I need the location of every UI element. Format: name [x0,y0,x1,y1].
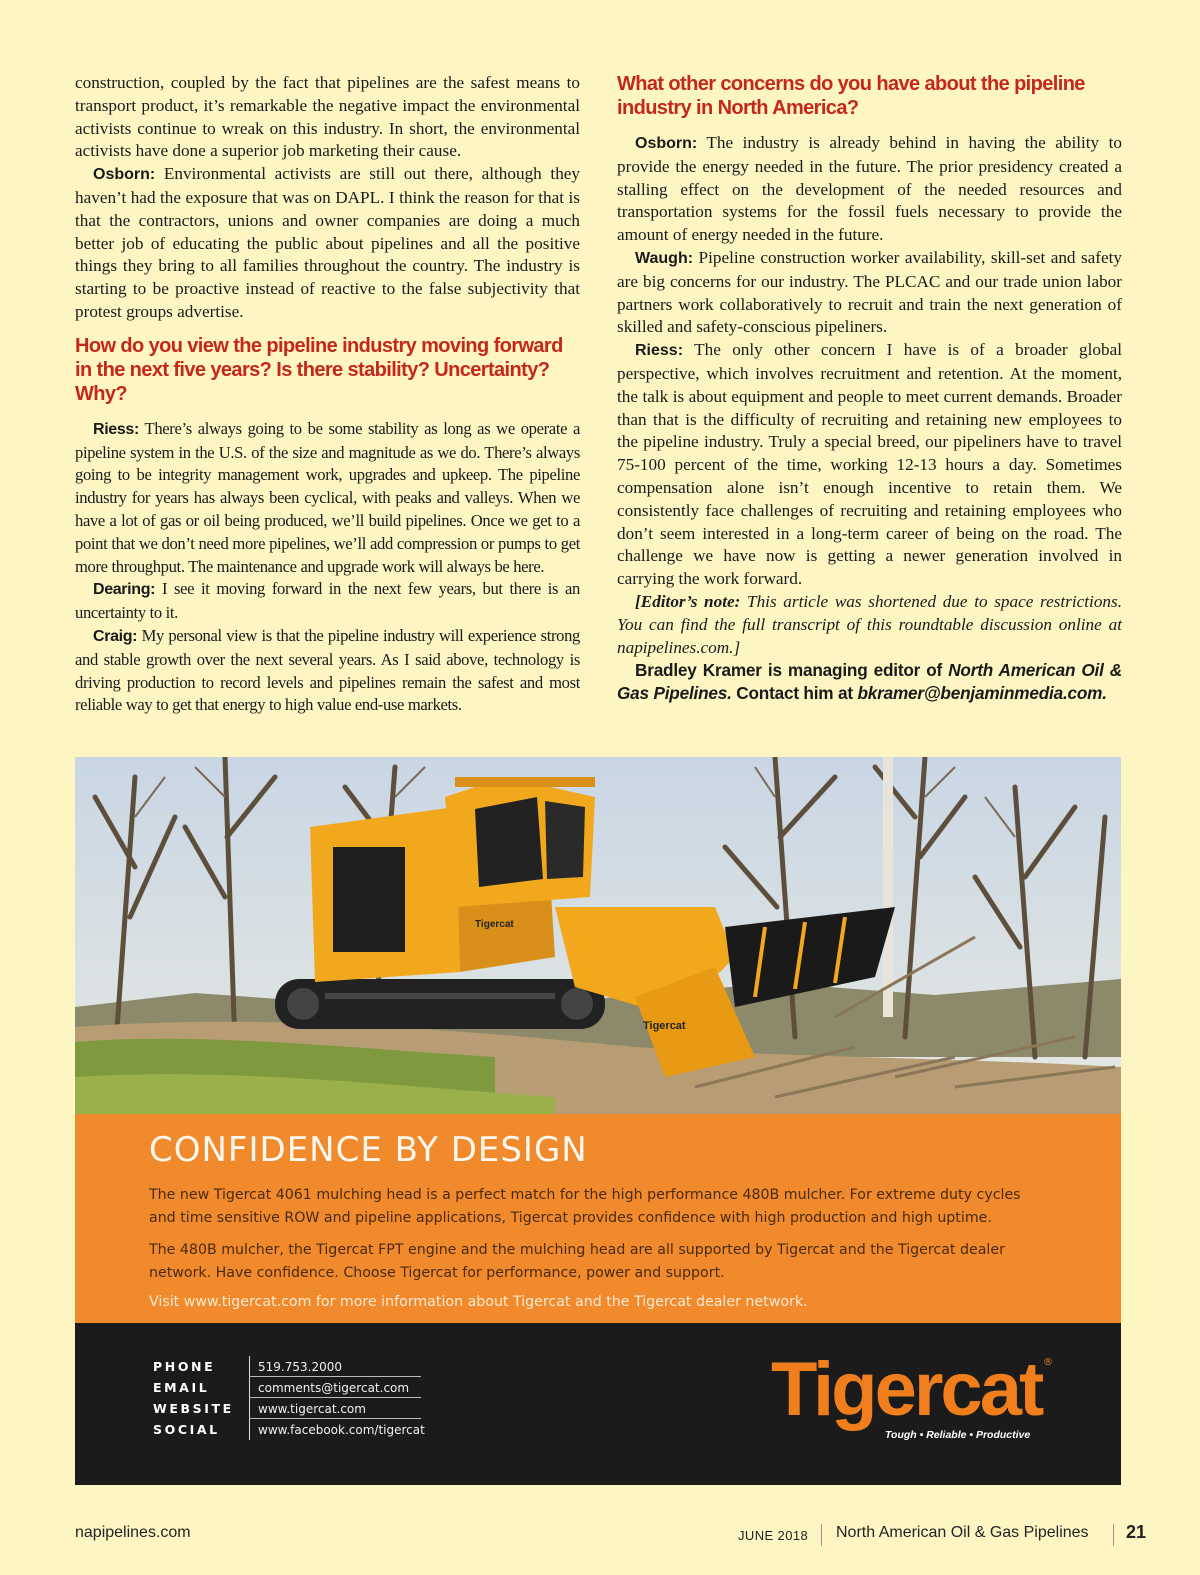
contact-value: 519.753.2000 [258,1359,342,1374]
contact-value: www.tigercat.com [258,1401,366,1416]
paragraph [617,247,1122,339]
ad-contact-panel [75,1323,1121,1485]
footer-issue-date: JUNE 2018 [738,1528,809,1543]
ad-paragraph: The 480B mulcher, the Tigercat FPT engine and the mulching head are all supported by Tigercat and the Tigercat dealer network. Have confidence. Choose Tigercat for performance, power and support. [149,1242,1005,1281]
speaker-name: Dearing: [93,581,156,599]
answer-text: The only other concern I have is of a broader global perspective, which involves recruitment and retention. At the moment, the talk is about equipment and people to meet current demands. Broader than that is the difficulty of recruiting and retaining new employees to the pipeline industry. Truly a special breed, our pipeliners have to travel 75-100 percent of the time, working 12-13 hours a day. Sometimes compensation alone isn’t enough incentive to retain them. We consistently face challenges of recruiting and retaining employees who don’t seem interested in a long-term career of being on the road. The challenge we have now is getting a newer generation involved in carrying the work forward. [617,340,1122,589]
editors-note-label: [Editor’s note: [635,591,741,611]
left-column [75,72,580,717]
speaker-name: Riess: [635,342,684,360]
contact-value: www.facebook.com/tigercat [258,1422,425,1437]
footer-divider [821,1524,822,1546]
editors-note [617,591,1122,659]
contact-value: comments@tigercat.com [258,1380,410,1395]
contact-row-social [153,1419,425,1440]
mulcher-photo [75,757,1121,1114]
answer-text: There’s always going to be some stability as long as we operate a pipeline system in the U.S. of the size and magnitude as we do. There’s always going to be integrity management work, upgrades and upkeep. The pipeline industry for years has always been cyclical, with peaks and valleys. When we have a lot of gas or oil being produced, we’ll build pipelines. Once we get to a point that we don’t need more pipelines, we’ll add compression or pumps to get more throughput. The maintenance and upgrade work will always be here. [75,418,580,576]
contact-label: PHONE [153,1359,216,1374]
contact-row-website [153,1398,425,1419]
contact-row-phone [153,1356,425,1377]
publication-name: North American Oil & Gas Pipelines. [617,660,1123,704]
author-byline [617,659,1122,705]
logo-tagline: Tough • Reliable • Productive [885,1429,1031,1441]
paragraph [75,625,580,717]
contact-label: EMAIL [153,1380,210,1395]
tigercat-advertisement [75,757,1121,1485]
machine-decal: Tigercat [643,1020,686,1032]
speaker-name: Riess: [93,420,139,438]
mulcher-illustration [75,757,1121,1114]
ad-headline: CONFIDENCE BY DESIGN [149,1130,588,1170]
question-heading: What other concerns do you have about the pipeline industry in North America? [617,73,1085,119]
paragraph [75,163,580,324]
right-column [617,72,1122,705]
editors-note-text: This article was shortened due to space restrictions. You can find the full transcript of this roundtable discussion online at napipelines.com.] [617,591,1122,657]
speaker-name: Osborn: [635,135,698,152]
speaker-name: Osborn: [93,166,156,184]
speaker-name: Waugh: [635,249,694,267]
paragraph [617,339,1122,591]
paragraph [617,132,1122,247]
ad-paragraph: The new Tigercat 4061 mulching head is a perfect match for the high performance 480B mulcher. For extreme duty cycles and time sensitive ROW and pipeline applications, Tigercat provides confidence with high production and high uptime. [149,1187,1021,1226]
contact-label: WEBSITE [153,1401,234,1416]
answer-text: My personal view is that the pipeline industry will experience strong and stable growth over the next several years. As I said above, technology is driving production to record levels and pipelines remain the safest and most reliable way to get that energy to high value end-use markets. [75,625,580,715]
answer-text: The industry is already behind in having the ability to provide the energy needed in the future. The prior presidency created a stalling effect on the development of the needed resources and transportation systems for the fossil fuels necessary to provide the amount of energy needed in the future. [617,133,1122,245]
speaker-name: Craig: [93,627,138,645]
byline-text: Contact him at [736,683,853,704]
answer-text: Pipeline construction worker availability, skill-set and safety are big concerns for our industry. The PLCAC and our trade union labor partners work collaboratively to recruit and train the next generation of skilled and safety-conscious pipeliners. [617,247,1123,337]
author-email: bkramer@benjaminmedia.com. [857,683,1107,704]
paragraph [75,418,580,579]
contact-row-email [153,1377,425,1398]
byline-text: Bradley Kramer is managing editor of [635,660,943,681]
contact-label: SOCIAL [153,1422,220,1437]
answer-text: Environmental activists are still out there, although they haven’t had the exposure that was on DAPL. I think the reason for that is that the contractors, unions and owner companies are doing a much better job of educating the public about pipelines and all the positive things they bring to all families throughout the country. The industry is starting to be proactive instead of reactive to the false subjectivity that protest groups advertise. [75,164,581,321]
footer-magazine-title: North American Oil & Gas Pipelines [836,1524,1089,1541]
machine-decal: Tigercat [475,919,514,930]
question-heading: How do you view the pipeline industry moving forward in the next five years? Is there stability? Uncertainty? Why? [75,334,563,405]
ad-visit-link-text: Visit www.tigercat.com for more information about Tigercat and the Tigercat dealer network. [149,1294,808,1310]
contact-list [153,1356,425,1440]
ad-copy-panel [75,1114,1121,1323]
answer-text: I see it moving forward in the next few years, but there is an uncertainty to it. [75,579,580,623]
paragraph: construction, coupled by the fact that pipelines are the safest means to transport product, it’s remarkable the negative impact the environmental activists continue to wreak on this industry. In short, the environmental activists have done a superior job marketing their cause. [75,73,580,161]
footer-divider [1113,1524,1114,1546]
footer-website: napipelines.com [75,1524,191,1541]
page-number: 21 [1126,1522,1147,1542]
tigercat-logo: Tigercat [771,1347,1042,1432]
registered-mark-icon: ® [1043,1357,1053,1368]
paragraph [75,578,580,625]
